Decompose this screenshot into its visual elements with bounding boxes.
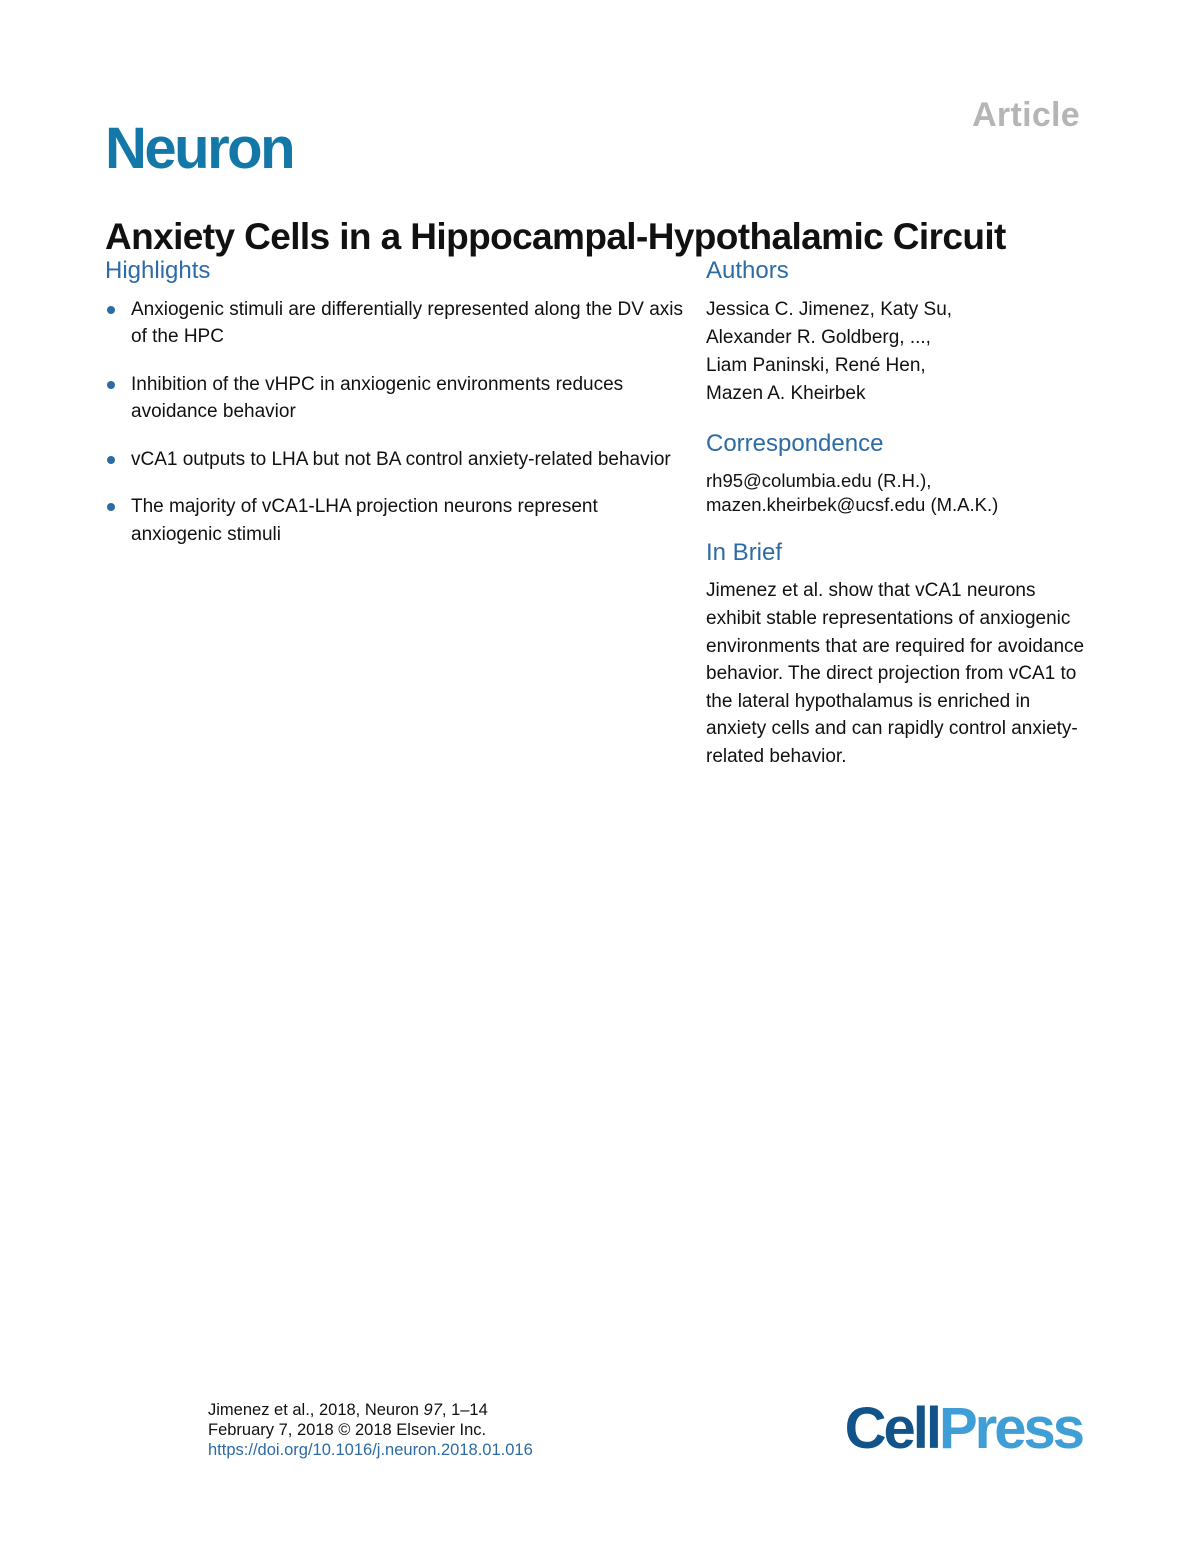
in-brief-heading: In Brief xyxy=(706,538,783,566)
authors-list xyxy=(706,296,1091,408)
authors-line: Alexander R. Goldberg, ..., xyxy=(706,326,931,348)
correspondence-heading: Correspondence xyxy=(706,429,884,457)
highlight-item xyxy=(105,371,690,426)
correspondence-section xyxy=(706,430,1091,517)
sidebar-column xyxy=(706,257,1091,793)
citation-volume: 97 xyxy=(423,1401,442,1419)
highlight-item xyxy=(105,493,690,548)
cellpress-logo-press: Press xyxy=(938,1396,1082,1461)
journal-logo: Neuron xyxy=(105,116,293,181)
highlight-text: Anxiogenic stimuli are differentially represented along the DV axis of the HPC xyxy=(131,298,684,348)
citation-line-2: February 7, 2018 © 2018 Elsevier Inc. xyxy=(208,1421,487,1439)
highlights-heading: Highlights xyxy=(105,257,211,284)
bullet-icon xyxy=(107,306,115,314)
email-link-kheirbek[interactable]: mazen.kheirbek@ucsf.edu (M.A.K.) xyxy=(706,493,999,515)
highlights-section xyxy=(105,257,690,568)
authors-line: Liam Paninski, René Hen, xyxy=(706,354,926,376)
email-link-hen[interactable]: rh95@columbia.edu (R.H.), xyxy=(706,469,932,491)
highlight-text: The majority of vCA1-LHA projection neurons represent anxiogenic stimuli xyxy=(131,496,598,545)
authors-section xyxy=(706,257,1091,408)
cellpress-logo xyxy=(844,1396,1082,1461)
cellpress-logo-cell: Cell xyxy=(844,1396,939,1461)
correspondence-emails xyxy=(706,469,1091,517)
highlight-text: vCA1 outputs to LHA but not BA control anxiety-related behavior xyxy=(131,448,671,470)
authors-line: Jessica C. Jimenez, Katy Su, xyxy=(706,298,953,320)
doi-link[interactable]: https://doi.org/10.1016/j.neuron.2018.01.016 xyxy=(208,1441,533,1459)
highlight-item xyxy=(105,446,690,474)
highlight-text: Inhibition of the vHPC in anxiogenic environments reduces avoidance behavior xyxy=(131,373,624,423)
authors-line: Mazen A. Kheirbek xyxy=(706,382,866,404)
highlights-list xyxy=(105,296,690,549)
citation-pages: , 1–14 xyxy=(441,1401,488,1419)
bullet-icon xyxy=(107,381,115,389)
authors-heading: Authors xyxy=(706,257,789,284)
citation-block xyxy=(208,1400,533,1460)
in-brief-section xyxy=(706,539,1091,771)
highlight-item xyxy=(105,296,690,351)
bullet-icon xyxy=(107,456,115,464)
bullet-icon xyxy=(107,503,115,511)
article-type-label: Article xyxy=(972,96,1080,134)
citation-prefix: Jimenez et al., 2018, Neuron xyxy=(208,1401,424,1419)
citation-line-1 xyxy=(208,1400,533,1420)
article-title: Anxiety Cells in a Hippocampal-Hypothalamic Circuit xyxy=(105,215,1006,257)
in-brief-text: Jimenez et al. show that vCA1 neurons exhibit stable representations of anxiogenic environments that are required for avoidance behavior. The direct projection from vCA1 to the lateral hypothalamus is enriched in anxiety cells and can rapidly control anxiety-related behavior. xyxy=(706,580,1085,767)
